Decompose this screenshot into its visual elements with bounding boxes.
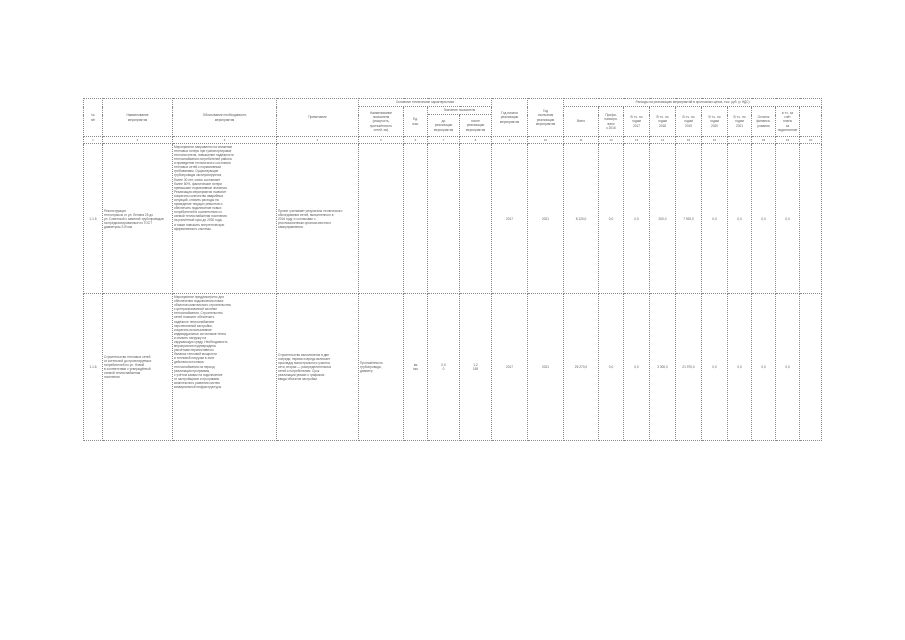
row-fin-2019: 21 970,0 [676, 294, 702, 440]
row-fin-prev: 0,0 [599, 144, 624, 294]
column-number: 13 [624, 137, 650, 144]
header-fin-2017: В т.ч. по годам 2017 [624, 107, 650, 137]
header-notes: Примечание [277, 99, 359, 137]
row-number: 1.1.6 [84, 294, 103, 440]
row-after: 1,2 159 [460, 294, 492, 440]
column-number: 1 [84, 137, 103, 144]
header-rationale: Обоснование необходимости мероприятия [173, 99, 277, 137]
row-char: Протяжённость трубопровода, диаметр [359, 294, 404, 440]
column-number: 19 [776, 137, 800, 144]
header-group-finance: Расходы на реализацию мероприятий в прогнозных ценах, тыс. руб. (с НДС) [564, 99, 822, 107]
row-notes: Проект учитывает результаты технического обследования сетей, выполненного в 2016 году, и согласован с уполномоченным органом местного самоуправления. [277, 144, 359, 294]
header-unit: Ед. изм. [404, 107, 428, 137]
column-number: 7 [428, 137, 460, 144]
header-fin-prev: Профи- нансиро- вано к 2016 [599, 107, 624, 137]
row-before [428, 144, 460, 294]
row-unit: км мм [404, 294, 428, 440]
row-before: 0,0 0 [428, 294, 460, 440]
row-year-end: 2021 [528, 144, 564, 294]
column-number: 14 [650, 137, 676, 144]
row-fin-after: 0,0 [752, 144, 776, 294]
row-year-start: 2017 [492, 144, 528, 294]
row-blank [800, 144, 822, 294]
row-fin-2017: 0,0 [624, 294, 650, 440]
row-fin-2018: 200,0 [650, 144, 676, 294]
row-fin-2019: 7 920,0 [676, 144, 702, 294]
header-fin-after: Остаток финанси- рования [752, 107, 776, 137]
column-number: 18 [752, 137, 776, 144]
header-num: № п/п [84, 99, 103, 137]
column-number: 16 [702, 137, 728, 144]
column-number: 15 [676, 137, 702, 144]
column-number: 2 [103, 137, 173, 144]
column-number: 20 [800, 137, 822, 144]
row-year-end: 2021 [528, 294, 564, 440]
column-number-row [84, 137, 822, 144]
row-rationale: Мероприятие предусмотрено для обеспечения подключения новых объектов капитального строительства к централизованной системе теплоснабжения. Строительство сетей позволит обеспечить надёжное теплоснабжение перспективной застройки, сократить использование индивидуальных источников тепла и снизить нагрузку на окружающую среду. Необходимость мероприятия подтверждена расчётами перспективного баланса тепловой мощности и тепловой нагрузки в зоне действия источника теплоснабжения на период реализации программы, с учётом заявок на подключение от застройщиков и программы комплексного развития систем коммунальной инфраструктуры. [173, 294, 277, 440]
column-number: 10 [528, 137, 564, 144]
column-number: 8 [460, 137, 492, 144]
header-year-end: Год окончания реализации мероприятия [528, 99, 564, 137]
row-fin-incl: 0,0 [776, 294, 800, 440]
row-fin-2020: 0,0 [702, 144, 728, 294]
column-number: 4 [277, 137, 359, 144]
column-number: 12 [599, 137, 624, 144]
row-blank [800, 294, 822, 440]
column-number: 5 [359, 137, 404, 144]
investment-program-table [83, 98, 822, 441]
row-fin-2021: 0,0 [728, 144, 752, 294]
header-group-main: Основные технические характеристики [359, 99, 492, 107]
row-fin-2017: 0,0 [624, 144, 650, 294]
row-number: 1.1.5 [84, 144, 103, 294]
header-char: Наименование показателя (мощность, протяжённость сетей, км) [359, 107, 404, 137]
header-blank [800, 107, 822, 137]
header-year-start: Год начала реализации мероприятия [492, 99, 528, 137]
header-group-values: Значение показателя [428, 107, 492, 115]
header-fin-incl: в т.ч. за счёт платы за подключение [776, 107, 800, 137]
header-fin-2018: В т.ч. по годам 2018 [650, 107, 676, 137]
column-number: 11 [564, 137, 599, 144]
row-name: Строительство тепловых сетей от котельной до проектируемых потребителей по ул. Новой в соответствии с утверждённой схемой теплоснабжения поселения [103, 294, 173, 440]
row-year-start: 2017 [492, 294, 528, 440]
row-fin-after: 0,0 [752, 294, 776, 440]
row-after [460, 144, 492, 294]
row-fin-2021: 0,0 [728, 294, 752, 440]
column-number: 9 [492, 137, 528, 144]
row-rationale: Мероприятие направлено на снижение тепловых потерь при транспортировке теплоносителя, повышение надёжности теплоснабжения потребителей района и приведение технического состояния тепловых сетей к нормативным требованиям. Существующие трубопроводы эксплуатируются более 30 лет, износ составляет более 80%, фактические потери превышают нормативные значения. Реализация мероприятия позволит сократить количество аварийных ситуаций, снизить расходы на проведение текущих ремонтов и обеспечить подключение новых потребителей в соответствии со схемой теплоснабжения поселения на расчётный срок до 2030 года, а также повысить энергетическую эффективность системы. [173, 144, 277, 294]
header-fin-2019: В т.ч. по годам 2019 [676, 107, 702, 137]
column-number: 17 [728, 137, 752, 144]
header-fin-2020: В т.ч. по годам 2020 [702, 107, 728, 137]
table-row [84, 294, 822, 440]
row-char [359, 144, 404, 294]
row-fin-total: 25 270,0 [564, 294, 599, 440]
column-number: 6 [404, 137, 428, 144]
row-notes: Строительство выполняется в две очереди, первая очередь включает прокладку магистрального участка сети, вторая — распределительных сетей к потребителям. Срок реализации увязан с графиком ввода объектов застройки. [277, 294, 359, 440]
row-fin-incl: 0,0 [776, 144, 800, 294]
header-before: до реализации мероприятия [428, 115, 460, 137]
row-fin-2020: 0,0 [702, 294, 728, 440]
header-name: Наименование мероприятия [103, 99, 173, 137]
header-fin-total: Всего [564, 107, 599, 137]
table-row [84, 144, 822, 294]
row-fin-2018: 3 300,0 [650, 294, 676, 440]
header-after: после реализации мероприятия [460, 115, 492, 137]
row-name: Реконструкция теплотрассы от ул. Ленина 25 до ул. Советской с заменой трубопроводов на предизолированные по ГОСТ диаметром 219 мм [103, 144, 173, 294]
header-fin-2021: В т.ч. по годам 2021 [728, 107, 752, 137]
row-fin-total: 8 120,0 [564, 144, 599, 294]
row-fin-prev: 0,0 [599, 294, 624, 440]
column-number: 3 [173, 137, 277, 144]
row-unit [404, 144, 428, 294]
